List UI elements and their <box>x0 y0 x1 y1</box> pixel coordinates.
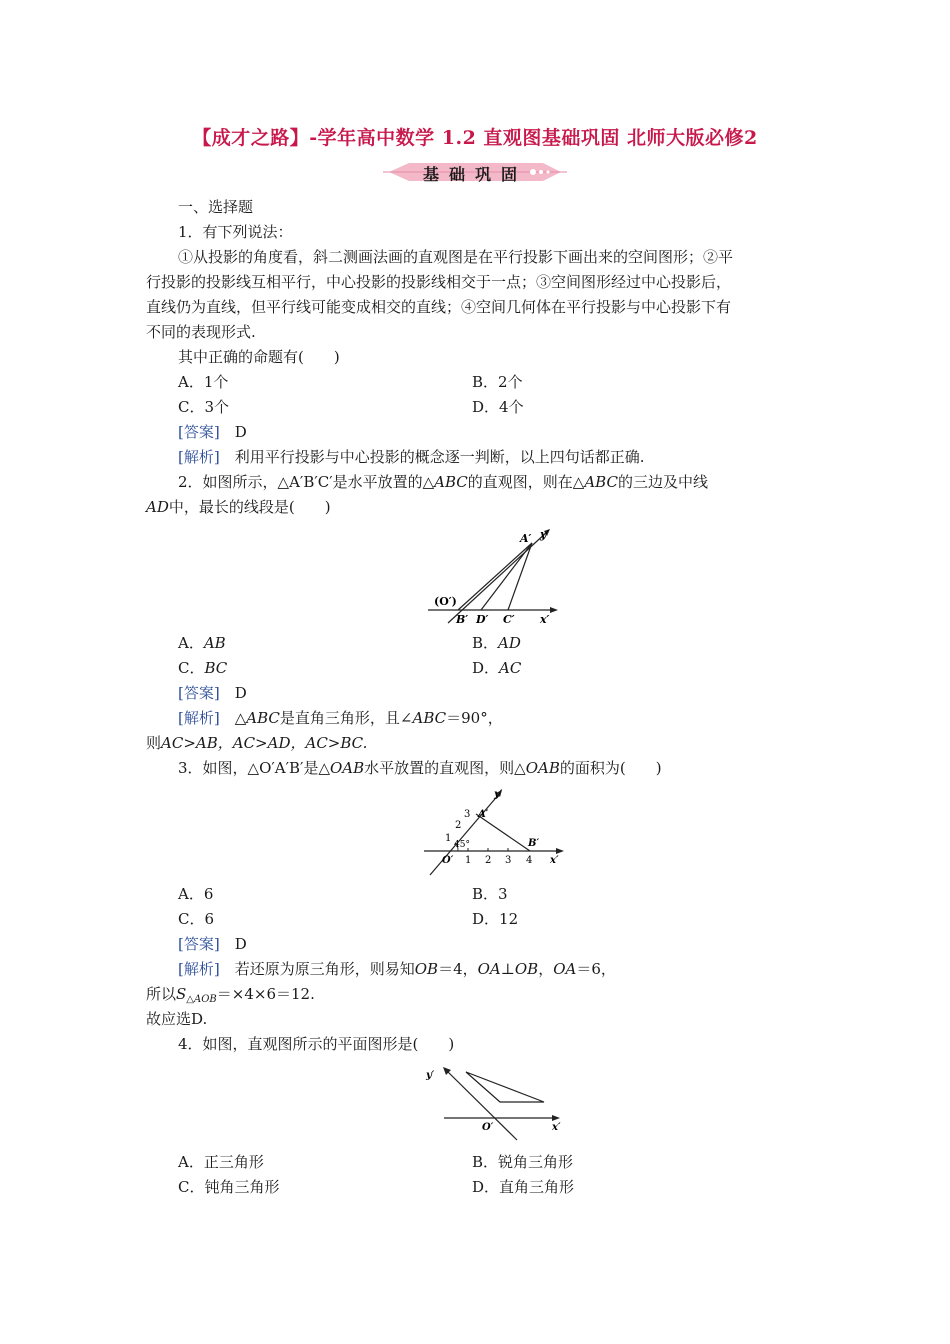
analysis-text: 是直角三角形，且∠ <box>279 709 413 727</box>
label-a: A′ <box>478 809 489 820</box>
analysis-text: OA <box>553 960 577 978</box>
q2-answer <box>178 683 247 703</box>
q3-option-d: D．12 <box>472 910 519 928</box>
option-prefix: B． <box>472 634 499 652</box>
q2-option-a <box>178 633 226 653</box>
analysis-text: ⊥ <box>500 960 515 978</box>
q3-option-b: B．3 <box>472 885 508 903</box>
q1-stem: 1．有下列说法： <box>178 223 293 241</box>
q2-stem <box>178 472 708 492</box>
x-tick-label: 4 <box>526 855 533 866</box>
segment-ab <box>458 543 532 610</box>
q2-stem-part: ABC <box>584 473 618 491</box>
analysis-text: ＝×4×6＝12. <box>216 985 315 1003</box>
x-axis-label: x′ <box>552 1122 561 1133</box>
section-banner-label: 基础巩固 <box>422 165 527 184</box>
analysis-text: OB <box>514 960 539 978</box>
x-tick-label: 1 <box>465 855 472 866</box>
origin-label: O′ <box>442 855 454 866</box>
q1-text-line: 直线仍为直线，但平行线可能变成相交的直线；④空间几何体在平行投影与中心投影下有 <box>146 298 732 316</box>
label-a: A′ <box>520 532 532 545</box>
x-axis-arrow <box>556 848 564 854</box>
analysis-text: OA <box>477 960 501 978</box>
origin-label: O′ <box>482 1122 494 1133</box>
q1-option-b: B．2个 <box>472 373 523 391</box>
x-axis-label: x′ <box>550 855 559 866</box>
q4-stem: 4．如图，直观图所示的平面图形是( ) <box>178 1035 455 1053</box>
q3-conclusion: 故应选D. <box>146 1010 208 1028</box>
label-b: B′ <box>528 838 540 849</box>
q2-option-c <box>178 658 227 678</box>
answer-value: D <box>234 935 247 953</box>
q3-analysis-cont <box>146 984 315 1007</box>
y-tick-label: 3 <box>464 809 471 820</box>
q3-stem-part: 的面积为( ) <box>559 759 662 777</box>
q3-answer <box>178 934 247 954</box>
q1-option-c: C．3个 <box>178 398 230 416</box>
q3-stem-part: OAB <box>330 759 365 777</box>
q1-text-line: ①从投影的角度看，斜二测画法画的直观图是在平行投影下画出来的空间图形；②平 <box>178 248 734 266</box>
analysis-tag: [解析] <box>178 960 220 978</box>
analysis-text: ＝90°， <box>446 709 503 727</box>
y-axis-label: y′ <box>540 528 550 541</box>
analysis-text: ABC <box>246 709 280 727</box>
x-axis-arrow <box>552 1115 560 1121</box>
label-b: B′ <box>456 613 469 626</box>
analysis-tag: [解析] <box>178 448 220 466</box>
q2-analysis-cont <box>146 733 367 753</box>
analysis-text: ， <box>538 960 554 978</box>
q4-option-c: C．钝角三角形 <box>178 1178 280 1196</box>
q1-analysis <box>178 447 645 467</box>
answer-value: D <box>234 423 247 441</box>
analysis-text: OB <box>414 960 439 978</box>
analysis-text: △ <box>234 709 247 727</box>
answer-tag: [答案] <box>178 423 220 441</box>
q1-text-line: 不同的表现形式. <box>146 323 256 341</box>
analysis-text: 若还原为原三角形，则易知 <box>234 960 415 978</box>
analysis-text: 则 <box>146 734 162 752</box>
document-title: 【成才之路】-学年高中数学 1.2 直观图基础巩固 北师大版必修2 <box>192 127 758 149</box>
analysis-text: ＝4， <box>438 960 478 978</box>
analysis-tag: [解析] <box>178 709 220 727</box>
y-tick-label: 2 <box>455 820 462 831</box>
y-tick-label: 1 <box>445 833 452 844</box>
q4-option-d: D．直角三角形 <box>472 1178 575 1196</box>
option-prefix: C． <box>178 659 205 677</box>
q3-option-c: C．6 <box>178 910 215 928</box>
q1-answer <box>178 422 247 442</box>
q1-option-a: A．1个 <box>178 373 229 391</box>
analysis-text: 利用平行投影与中心投影的概念逐一判断，以上四句话都正确. <box>234 448 645 466</box>
q1-text-line: 行投影的投影线互相平行，中心投影的投影线相交于一点；③空间图形经过中心投影后， <box>146 273 732 291</box>
option-prefix: D． <box>472 659 500 677</box>
option-value: AC <box>499 659 522 677</box>
analysis-text: AC>AB，AC>AD，AC>BC. <box>161 734 368 752</box>
option-value: AD <box>498 634 521 652</box>
x-tick-label: 3 <box>505 855 512 866</box>
analysis-text: 所以 <box>146 985 177 1003</box>
q2-stem-part: AD <box>146 498 169 516</box>
q2-stem-part: 2．如图所示，△A′B′C′是水平放置的△ <box>178 473 435 491</box>
x-axis-arrow <box>550 607 558 613</box>
x-tick-label: 2 <box>485 855 492 866</box>
q4-option-a: A．正三角形 <box>178 1153 264 1171</box>
label-d: D′ <box>476 613 489 626</box>
x-axis-label: x′ <box>540 613 550 626</box>
origin-label: (O′) <box>434 595 457 608</box>
q2-analysis <box>178 708 503 728</box>
q3-figure <box>418 785 568 880</box>
q2-figure <box>420 525 570 630</box>
option-value: AB <box>203 634 226 652</box>
q3-stem-part: 水平放置的直观图，则△ <box>364 759 526 777</box>
q2-stem-part: 的直观图，则在△ <box>467 473 585 491</box>
q2-option-b <box>472 633 521 653</box>
q2-option-d <box>472 658 521 678</box>
answer-value: D <box>234 684 247 702</box>
q2-stem-part: 的三边及中线 <box>617 473 708 491</box>
angle-label: 45° <box>454 840 470 850</box>
analysis-text: ＝6， <box>576 960 616 978</box>
segment-ad <box>481 543 532 610</box>
y-axis-line <box>448 531 548 623</box>
analysis-subscript: △AOB <box>186 994 217 1005</box>
q3-stem-part: OAB <box>525 759 560 777</box>
q2-stem-part: 中，最长的线段是( ) <box>168 498 331 516</box>
y-axis-label: y′ <box>494 789 503 800</box>
q3-option-a: A．6 <box>178 885 214 903</box>
q1-option-d: D．4个 <box>472 398 524 416</box>
y-axis-label: y′ <box>426 1070 435 1081</box>
q4-figure <box>422 1062 572 1144</box>
label-c: C′ <box>503 613 515 626</box>
q3-stem-part: 3．如图，△O′A′B′是△ <box>178 759 330 777</box>
section-heading: 一、选择题 <box>178 198 254 216</box>
q1-question: 其中正确的命题有( ) <box>178 348 340 366</box>
q2-stem-cont <box>146 497 331 517</box>
q3-analysis <box>178 959 616 979</box>
triangle-shape <box>466 1072 544 1102</box>
analysis-text: S <box>176 985 187 1003</box>
q3-stem <box>178 758 662 778</box>
segment-ac <box>508 543 532 610</box>
q4-option-b: B．锐角三角形 <box>472 1153 574 1171</box>
answer-tag: [答案] <box>178 684 220 702</box>
answer-tag: [答案] <box>178 935 220 953</box>
option-value: BC <box>204 659 228 677</box>
analysis-text: ABC <box>412 709 447 727</box>
q2-stem-part: ABC <box>434 473 468 491</box>
option-prefix: A． <box>178 634 204 652</box>
